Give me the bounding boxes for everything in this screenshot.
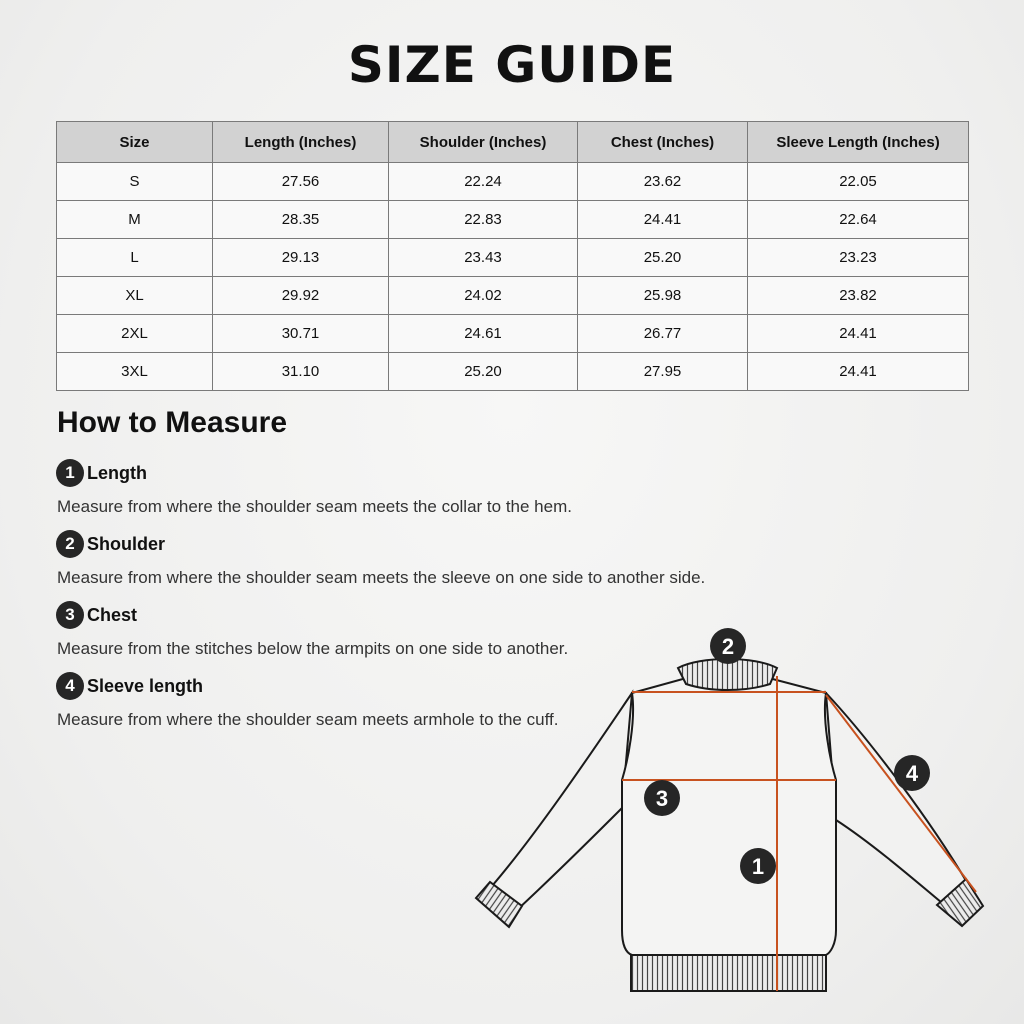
cell-size: 3XL [57,353,213,391]
cell-length: 29.13 [213,239,389,277]
cell-size: 2XL [57,315,213,353]
step-label: Length [87,462,147,483]
step-label: Sleeve length [87,675,204,696]
hem-band [631,955,826,991]
marker-shoulder [710,628,746,664]
cell-shoulder: 23.43 [389,239,578,277]
marker-label: 2 [721,634,735,659]
cell-length: 30.71 [213,315,389,353]
cell-chest: 25.20 [578,239,748,277]
marker-label: 1 [751,854,765,879]
step-description: Measure from where the shoulder seam meets the sleeve on one side to another side. [57,568,706,587]
cell-size: S [57,163,213,201]
cell-length: 27.56 [213,163,389,201]
step-description: Measure from where the shoulder seam meets armhole to the cuff. [57,710,559,729]
step-label: Chest [87,604,138,625]
cell-size: XL [57,277,213,315]
cell-length: 29.92 [213,277,389,315]
page-title: SIZE GUIDE [347,36,677,94]
step-description: Measure from where the shoulder seam meets the collar to the hem. [57,497,572,516]
cell-length: 28.35 [213,201,389,239]
cell-chest: 23.62 [578,163,748,201]
cell-chest: 26.77 [578,315,748,353]
cell-length: 31.10 [213,353,389,391]
header-sleeve-length: Sleeve Length (Inches) [748,122,969,163]
marker-label: 4 [905,761,919,786]
cell-sleeve: 22.05 [748,163,969,201]
step-number-badge: 1 [56,459,84,487]
left-sleeve [492,693,632,910]
cell-shoulder: 25.20 [389,353,578,391]
cell-chest: 24.41 [578,201,748,239]
cell-shoulder: 24.61 [389,315,578,353]
cell-shoulder: 22.24 [389,163,578,201]
header-size: Size [57,122,213,163]
step-description: Measure from the stitches below the armpits on one side to another. [57,639,569,658]
cell-shoulder: 22.83 [389,201,578,239]
header-shoulder: Shoulder (Inches) [389,122,578,163]
cell-shoulder: 24.02 [389,277,578,315]
step-number-badge: 4 [56,672,84,700]
marker-label: 3 [655,786,669,811]
cell-chest: 27.95 [578,353,748,391]
how-to-measure-heading: How to Measure [57,406,288,439]
header-length: Length (Inches) [213,122,389,163]
cell-sleeve: 23.23 [748,239,969,277]
right-sleeve [826,693,968,908]
cell-sleeve: 24.41 [748,353,969,391]
cell-sleeve: 22.64 [748,201,969,239]
sweater-body [622,677,836,955]
step-number-badge: 3 [56,601,84,629]
cell-size: M [57,201,213,239]
step-label: Shoulder [87,533,166,554]
marker-chest [644,780,680,816]
cell-size: L [57,239,213,277]
step-number-badge: 2 [56,530,84,558]
header-chest: Chest (Inches) [578,122,748,163]
cell-sleeve: 24.41 [748,315,969,353]
cell-sleeve: 23.82 [748,277,969,315]
marker-sleeve [894,755,930,791]
cell-chest: 25.98 [578,277,748,315]
marker-length [740,848,776,884]
